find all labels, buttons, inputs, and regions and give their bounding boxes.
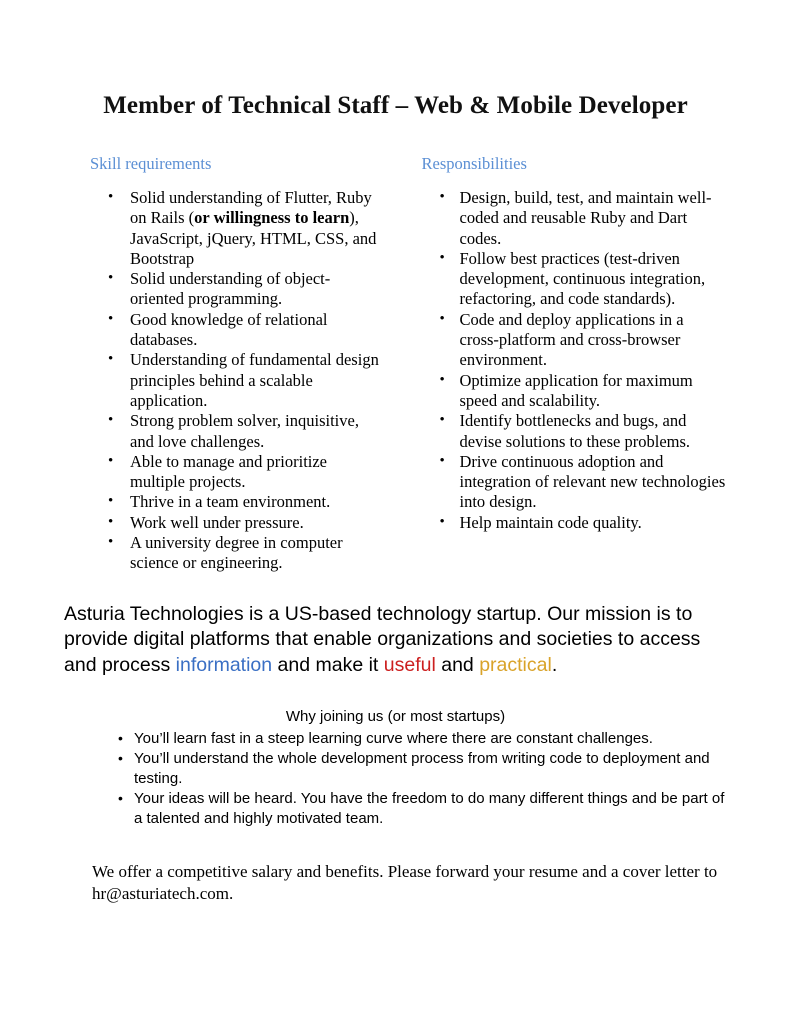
- why-join-heading: Why joining us (or most startups): [285, 708, 506, 726]
- mission-text-part1: Asturia Technologies is a US-based technology startup. Our mission is to provide digital platforms that enable organizations and societies to access and process: [64, 602, 701, 676]
- list-item: • Work well under pressure.: [116, 513, 384, 533]
- list-item: • Optimize application for maximum speed and scalability.: [448, 371, 728, 412]
- list-item: • Solid understanding of object-oriented programming.: [116, 269, 384, 310]
- list-item: [116, 188, 384, 269]
- skills-heading: Skill requirements: [90, 154, 212, 173]
- mission-highlight-practical: practical: [479, 653, 552, 676]
- mission-paragraph: [64, 602, 727, 679]
- mission-highlight-information: information: [175, 653, 273, 676]
- mission-text-part2: and make it: [272, 653, 384, 676]
- responsibilities-heading: Responsibilities: [421, 154, 527, 173]
- list-item: • Understanding of fundamental design principles behind a scalable application.: [116, 350, 384, 411]
- list-item: • Code and deploy applications in a cross-platform and cross-browser environment.: [448, 310, 728, 371]
- list-item: • Help maintain code quality.: [448, 513, 728, 533]
- list-item: • A university degree in computer science or engineering.: [116, 533, 384, 574]
- skills-column: [64, 154, 396, 574]
- skill-text-prefix: Solid understanding of Flutter, Ruby on Rails (: [130, 188, 372, 228]
- list-item: • Strong problem solver, inquisitive, and love challenges.: [116, 411, 384, 452]
- closing-paragraph: We offer a competitive salary and benefits. Please forward your resume and a cover letter to hr@asturiatech.com.: [92, 862, 718, 904]
- responsibilities-list: [422, 188, 728, 533]
- mission-text-part3: and: [435, 653, 480, 676]
- list-item: • Good knowledge of relational databases.: [116, 310, 384, 351]
- skills-list: [90, 188, 384, 574]
- list-item: • You’ll understand the whole development process from writing code to deployment and testing.: [118, 749, 727, 789]
- mission-text-part4: .: [551, 653, 558, 676]
- list-item: • Identify bottlenecks and bugs, and devise solutions to these problems.: [448, 411, 728, 452]
- why-join-list: [64, 729, 727, 829]
- list-item: • Drive continuous adoption and integration of relevant new technologies into design.: [448, 452, 728, 513]
- responsibilities-column: [396, 154, 728, 574]
- skill-text-bold: or willingness to learn: [194, 208, 350, 228]
- list-item: • Able to manage and prioritize multiple projects.: [116, 452, 384, 493]
- list-item: • Thrive in a team environment.: [116, 492, 384, 512]
- list-item: • Your ideas will be heard. You have the freedom to do many different things and be part of a talented and highly motivated team.: [118, 789, 727, 829]
- list-item: • Follow best practices (test-driven development, continuous integration, refactoring, and code standards).: [448, 249, 728, 310]
- skill-text-suffix: ), JavaScript, jQuery, HTML, CSS, and Bootstrap: [130, 208, 377, 268]
- list-item: • Design, build, test, and maintain well-coded and reusable Ruby and Dart codes.: [448, 188, 728, 249]
- mission-highlight-useful: useful: [383, 653, 436, 676]
- page-title: Member of Technical Staff – Web & Mobile Developer: [103, 92, 688, 119]
- list-item: • You’ll learn fast in a steep learning curve where there are constant challenges.: [118, 729, 727, 749]
- two-column-section: [64, 154, 727, 574]
